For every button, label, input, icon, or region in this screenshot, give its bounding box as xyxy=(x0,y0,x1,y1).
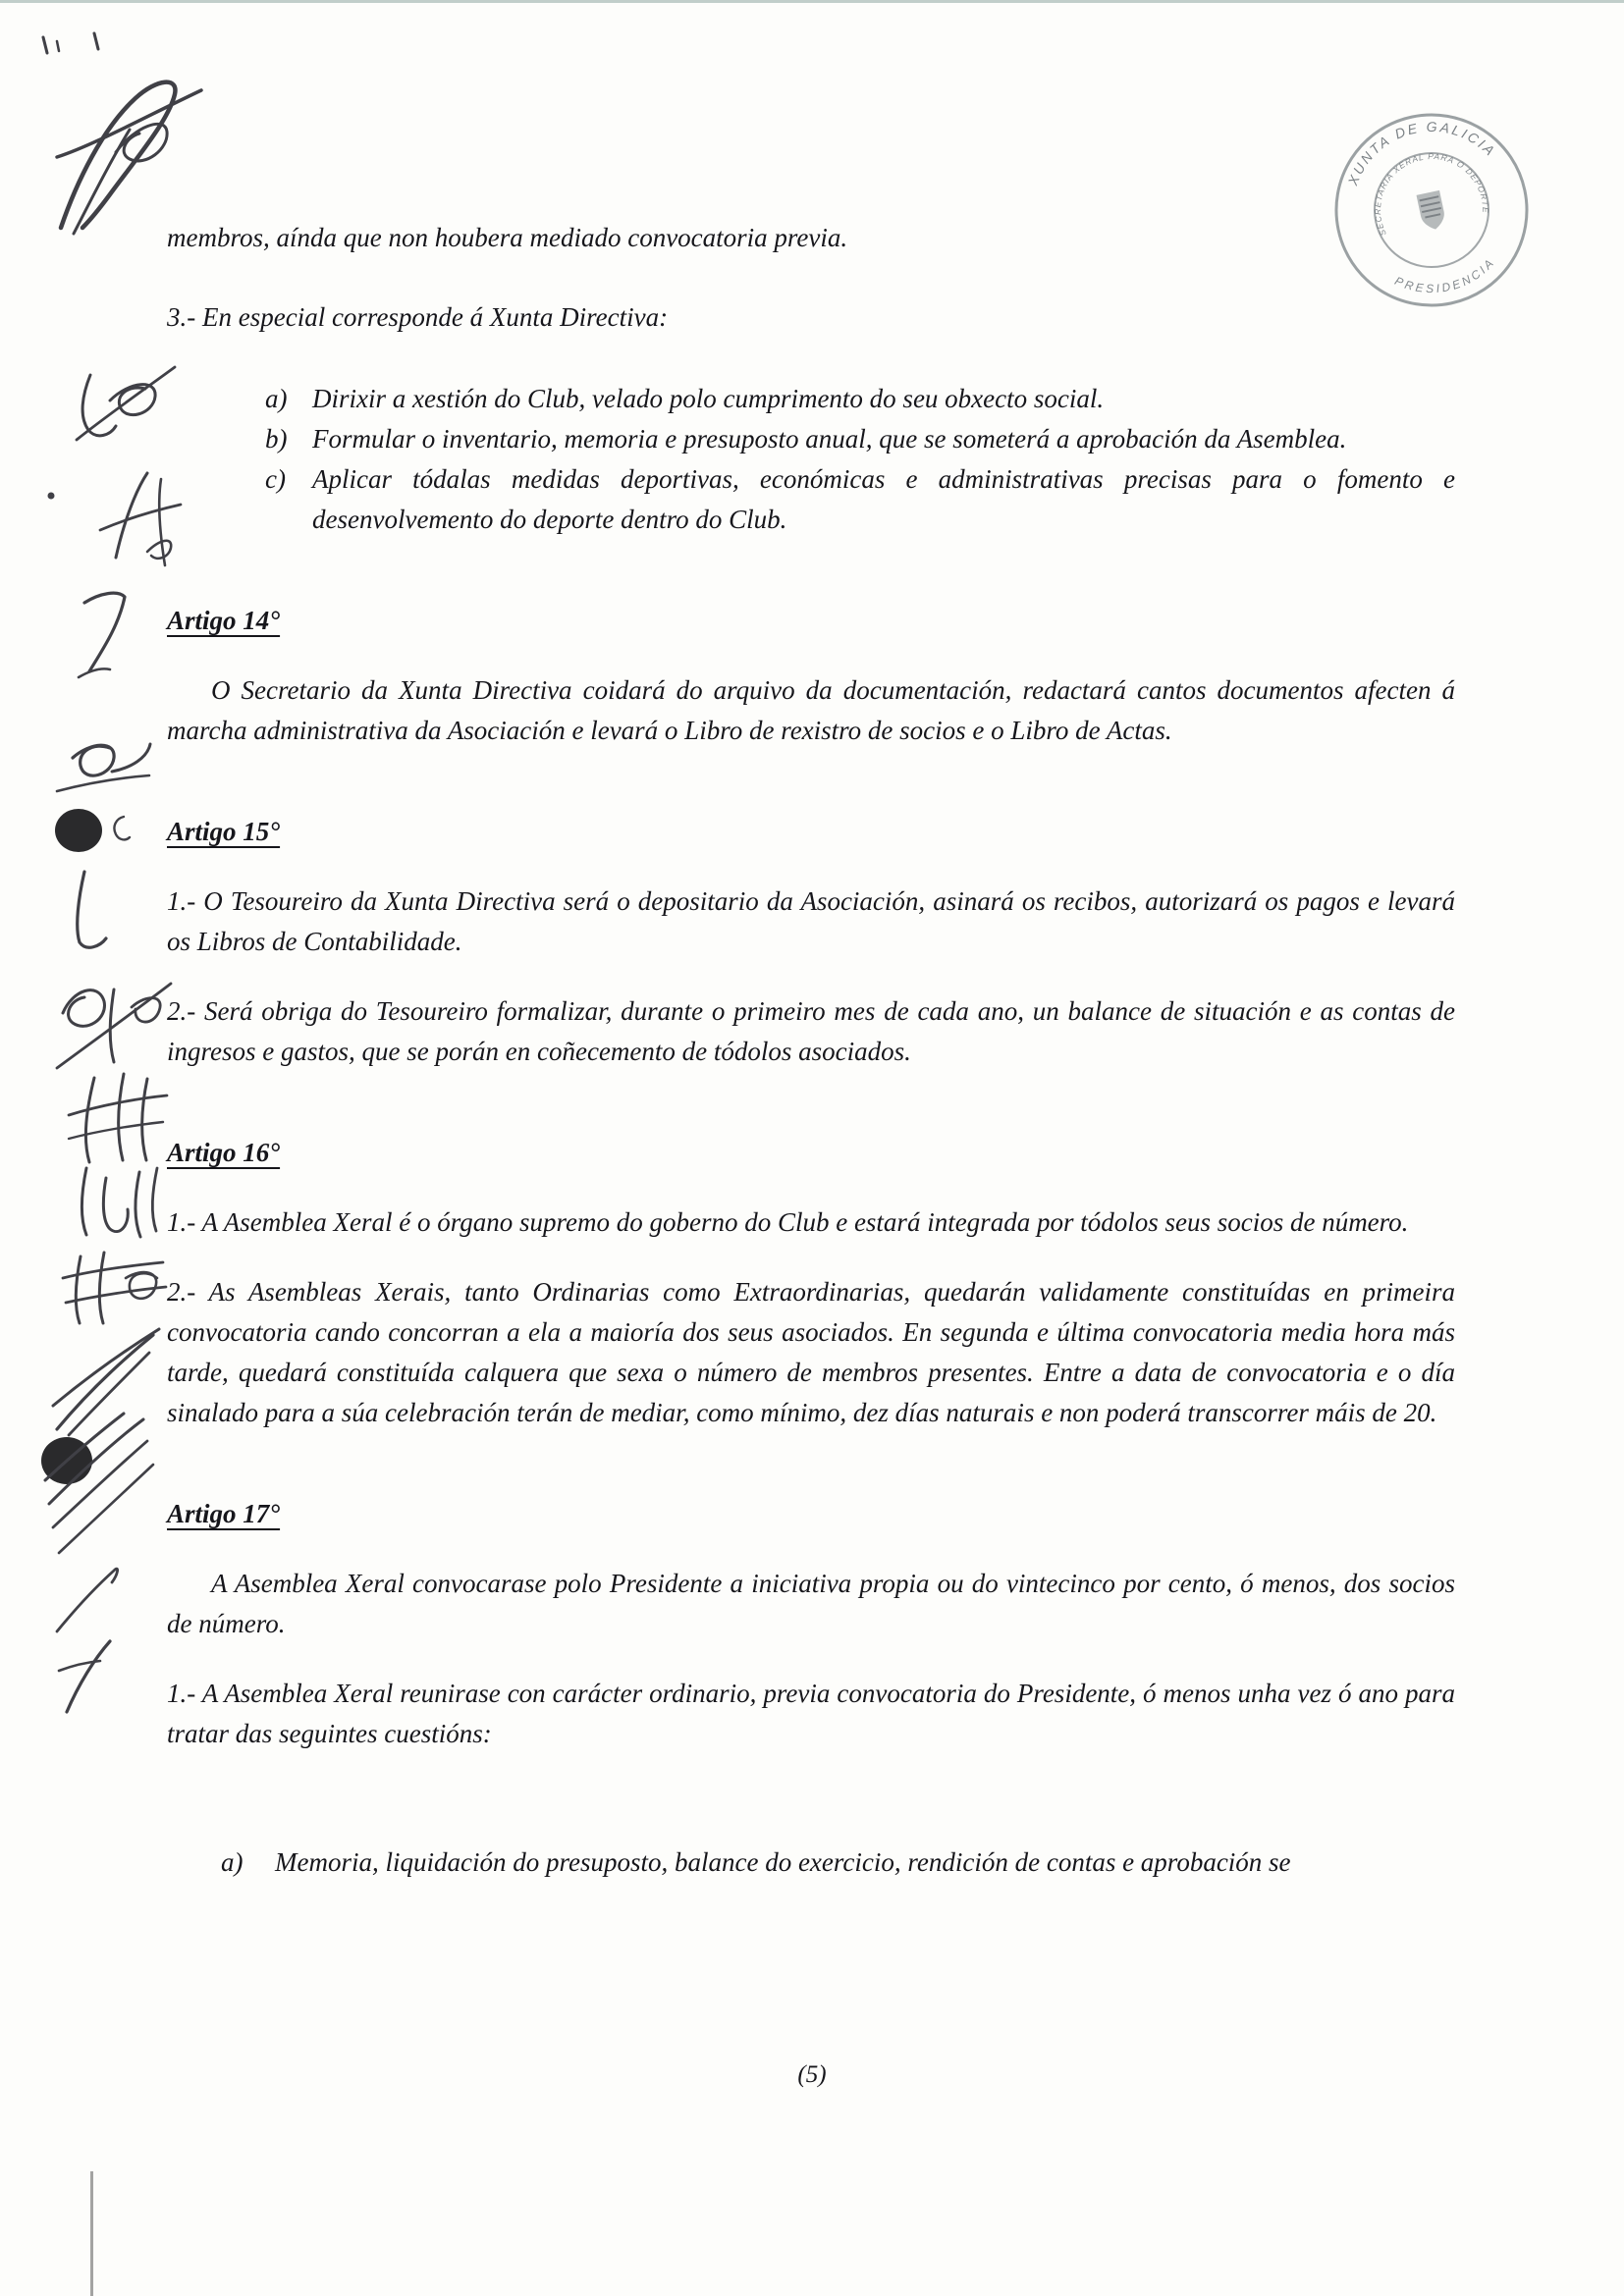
margin-scribble xyxy=(73,745,114,775)
stamp-arc-bottom-text: PRESIDENCIA xyxy=(1392,254,1498,296)
margin-scribble xyxy=(85,1078,94,1162)
flourish-scribble xyxy=(159,479,165,565)
carryover-text: membros, aínda que non houbera mediado convocatoria previa. xyxy=(167,223,848,252)
margin-scribble xyxy=(142,1079,147,1160)
ink-blot xyxy=(41,1437,92,1484)
scan-artifact-line xyxy=(90,2171,93,2296)
initials-scribble xyxy=(77,367,175,440)
list-item-label: a) xyxy=(265,384,288,413)
article-16-paragraph-2: 2.- As Asembleas Xerais, tanto Ordinarias como Extraordinarias, quedarán validamente constituídas en primeira convocatoria cando concorran a ela a maioría dos seus asociados. En segunda e última convocatoria media hora más tarde, quedará constituída calquera que sexa o número de membros presentes. Entre a data de convocatoria e o día sinalado para a súa celebración terán de mediar, como mínimo, dez días naturais e non poderá transcorrer máis de 20. xyxy=(167,1277,1455,1427)
agenda-item-a xyxy=(167,1842,1455,1883)
article-17-paragraph-1: A Asemblea Xeral convocarase polo Presidente a iniciativa propia ou do vintecinco por cento, ó menos, dos socios de número. xyxy=(167,1569,1455,1638)
ink-mark xyxy=(94,33,98,49)
document-content xyxy=(167,218,1455,1883)
margin-scribble xyxy=(67,1641,110,1712)
margin-scribble xyxy=(63,990,104,1027)
margin-scribble xyxy=(103,1178,128,1232)
list-item-text: Aplicar tódalas medidas deportivas, económicas e administrativas precisas para o fomento e desenvolvemento do deporte dentro do Club. xyxy=(312,464,1455,534)
list-item-c xyxy=(167,459,1455,540)
ink-mark xyxy=(43,37,47,53)
signature-scribble xyxy=(61,82,175,228)
agenda-item-text: Memoria, liquidación do presuposto, balance do exercicio, rendición de contas e aprobación se xyxy=(275,1847,1291,1877)
margin-scribble xyxy=(59,1465,153,1553)
article-16-paragraph-1: 1.- A Asemblea Xeral é o órgano supremo do goberno do Club e estará integrada por tódolos seus socios de número. xyxy=(167,1207,1409,1237)
margin-scribble xyxy=(78,872,106,947)
article-15-title: Artigo 15° xyxy=(167,817,281,846)
margin-scribble xyxy=(119,1074,124,1160)
section-3-list xyxy=(167,379,1455,540)
article-14-title: Artigo 14° xyxy=(167,606,281,635)
margin-scribble xyxy=(99,1253,104,1323)
list-item-a xyxy=(167,379,1455,419)
margin-scribble xyxy=(84,593,125,671)
margin-scribble xyxy=(53,1329,159,1406)
signature-scribble xyxy=(116,124,167,161)
list-item-label: c) xyxy=(265,464,286,494)
margin-scribble xyxy=(57,1569,118,1631)
margin-scribble xyxy=(57,1335,153,1429)
initials-scribble xyxy=(82,375,116,436)
margin-scribble xyxy=(126,1272,157,1299)
article-15-paragraph-2: 2.- Será obriga do Tesoureiro formalizar, durante o primeiro mes de cada ano, un balance de situación e as contas de ingresos e gastos, que se porán en coñecemento de tódolos asociados. xyxy=(167,996,1455,1066)
signature-scribble xyxy=(74,130,130,234)
margin-scribble xyxy=(132,998,160,1022)
margin-scribble xyxy=(135,1172,140,1237)
scan-edge-line xyxy=(0,0,1624,3)
article-17-title: Artigo 17° xyxy=(167,1499,281,1528)
margin-scribble xyxy=(81,1168,86,1235)
article-17-paragraph-2: 1.- A Asemblea Xeral reunirase con carácter ordinario, previa convocatoria do Presidente, ó menos unha vez ó ano para tratar das seguintes cuestións: xyxy=(167,1679,1455,1748)
list-item-label: b) xyxy=(265,424,288,454)
margin-scribble xyxy=(69,1353,149,1435)
ink-mark xyxy=(57,41,59,51)
stamp-crest-shading xyxy=(1420,196,1442,218)
list-item-text: Dirixir a xestión do Club, velado polo cumprimento do seu obxecto social. xyxy=(312,384,1105,413)
margin-scribble xyxy=(110,989,114,1062)
ink-dot xyxy=(48,493,55,500)
margin-scribble xyxy=(66,1287,166,1303)
stamp-arc-top-text: XUNTA DE GALICIA xyxy=(1344,118,1500,187)
margin-scribble xyxy=(79,668,110,677)
margin-scribble xyxy=(112,744,150,772)
article-16-title: Artigo 16° xyxy=(167,1138,281,1167)
margin-scribble xyxy=(57,775,149,791)
initials-scribble xyxy=(110,385,155,415)
ink-mark xyxy=(114,817,130,839)
margin-scribble xyxy=(49,1419,143,1504)
stamp-inner-arc-text: SECRETARIA XERAL PARA O DEPORTE xyxy=(1372,151,1491,238)
agenda-item-label: a) xyxy=(221,1847,244,1877)
margin-scribble xyxy=(53,1441,147,1527)
margin-scribble xyxy=(69,1122,163,1139)
list-item-b xyxy=(167,419,1455,459)
margin-scribble xyxy=(69,1095,167,1115)
list-item-text: Formular o inventario, memoria e presuposto anual, que se someterá a aprobación da Asemblea. xyxy=(312,424,1347,454)
margin-scribble xyxy=(63,1262,163,1278)
section-3-heading: 3.- En especial corresponde á Xunta Directiva: xyxy=(167,302,669,332)
margin-scribble xyxy=(57,984,171,1068)
margin-scribble xyxy=(152,1168,157,1231)
article-14-paragraph-1: O Secretario da Xunta Directiva coidará do arquivo da documentación, redactará cantos documentos afecten á marcha administrativa da Asociación e levará o Libro de rexistro de socios e o Libro de Actas. xyxy=(167,675,1455,745)
article-15-paragraph-1: 1.- O Tesoureiro da Xunta Directiva será o depositario da Asociación, asinará os recibos, autorizará os pagos e levará os Libros de Contabilidade. xyxy=(167,886,1455,956)
ink-blot xyxy=(55,809,102,852)
margin-scribble xyxy=(76,1256,81,1323)
flourish-scribble xyxy=(116,473,147,558)
margin-scribble xyxy=(45,1414,124,1480)
margin-scribble xyxy=(59,1661,100,1671)
signature-scribble xyxy=(57,90,201,157)
page-number: (5) xyxy=(797,2061,827,2088)
